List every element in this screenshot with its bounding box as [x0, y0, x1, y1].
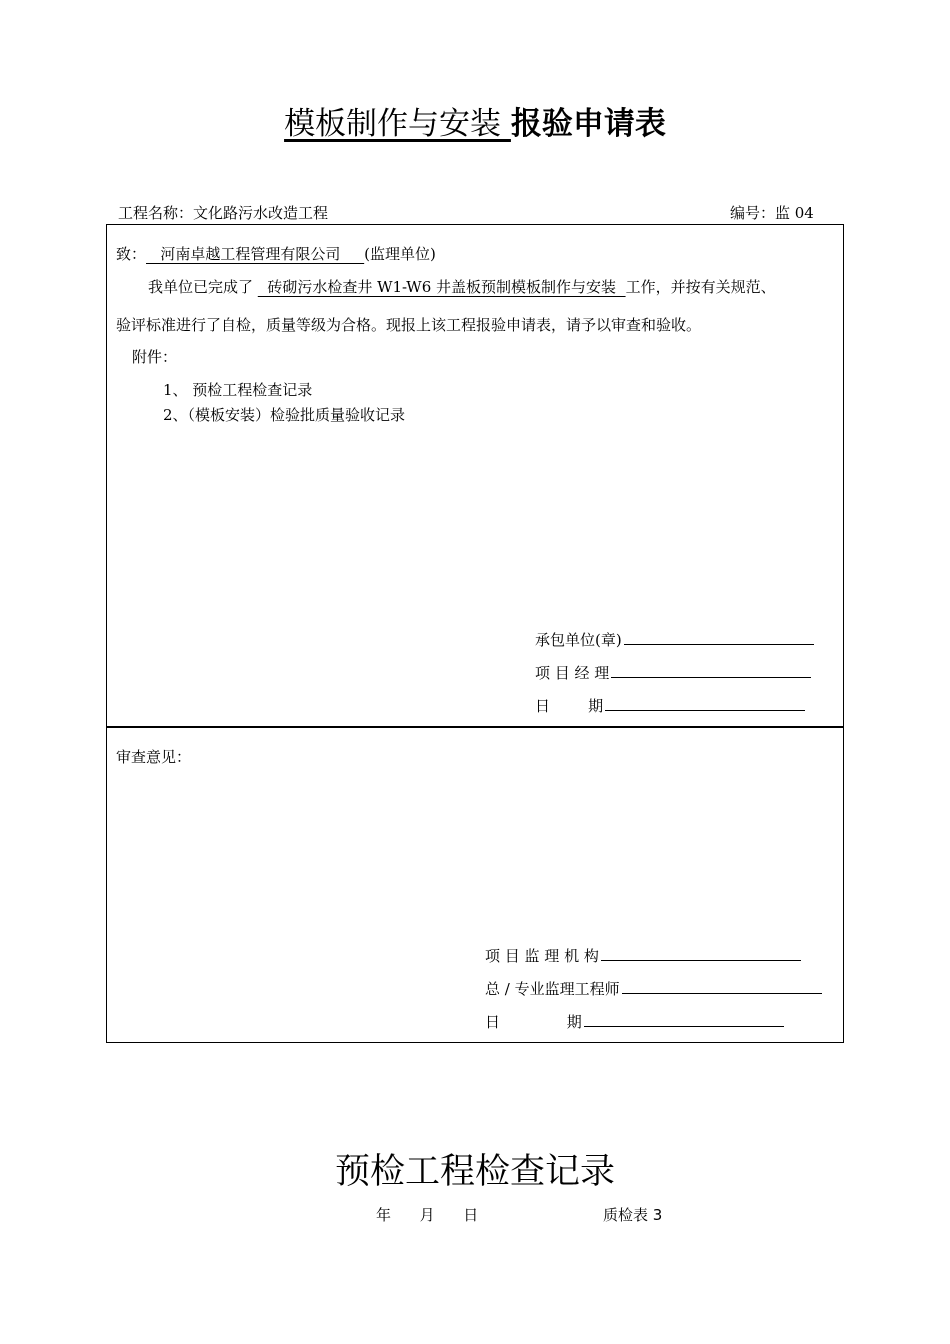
record-form-number: 质检表 3 — [603, 1206, 663, 1224]
review-date-row — [485, 1011, 784, 1032]
review-opinion-label: 审查意见： — [116, 748, 192, 766]
record-title: 预检工程检查记录 — [334, 1152, 615, 1192]
contractor-sign-label: 承包单位(章) — [535, 631, 622, 649]
recipient-label: 致： — [116, 245, 147, 263]
contractor-date-label: 日 期 — [535, 697, 604, 715]
recipient-company: 河南卓越工程管理有限公司 — [146, 245, 365, 263]
manager-sign-line[interactable] — [611, 662, 811, 678]
supervision-org-line[interactable] — [601, 945, 801, 961]
attachment-label: 附件： — [132, 348, 178, 366]
form-title-main: 报验申请表 — [510, 106, 666, 142]
serial-number: 编号：监 04 — [730, 204, 814, 222]
record-date-line: 年 月 日 — [376, 1206, 479, 1224]
review-date-label: 日 期 — [485, 1013, 582, 1031]
form-title-subject: 模板制作与安装 — [284, 106, 511, 142]
recipient-line — [116, 243, 436, 264]
engineer-sign-row — [485, 978, 822, 999]
manager-sign-label: 项 目 经 理 — [535, 664, 610, 682]
body-line-2: 验评标准进行了自检，质量等级为合格。现报上该工程报验申请表，请予以审查和验收。 — [116, 316, 702, 334]
contractor-date-line[interactable] — [605, 695, 805, 711]
contractor-sign-row — [535, 629, 814, 650]
body-prefix: 我单位已完成了 — [148, 278, 258, 296]
body-work-item: 砖砌污水检查井 W1-W6 井盖板预制模板制作与安装 — [257, 278, 626, 296]
project-name: 工程名称：文化路污水改造工程 — [118, 204, 329, 222]
engineer-sign-line[interactable] — [622, 978, 822, 994]
recipient-suffix: (监理单位) — [364, 245, 436, 263]
engineer-sign-label: 总 / 专业监理工程师 — [485, 980, 620, 998]
form-title — [0, 104, 950, 144]
attachment-item-2: 2、（模板安装）检验批质量验收记录 — [163, 406, 406, 424]
attachment-item-1: 1、 预检工程检查记录 — [163, 381, 313, 399]
supervision-org-row — [485, 945, 801, 966]
application-section — [106, 224, 844, 728]
review-date-line[interactable] — [584, 1011, 784, 1027]
manager-sign-row — [535, 662, 811, 683]
contractor-date-row — [535, 695, 805, 716]
supervision-org-label: 项 目 监 理 机 构 — [485, 947, 599, 965]
contractor-sign-line[interactable] — [624, 629, 814, 645]
body-suffix: 工作，并按有关规范、 — [625, 278, 776, 296]
body-line-1 — [148, 276, 776, 297]
